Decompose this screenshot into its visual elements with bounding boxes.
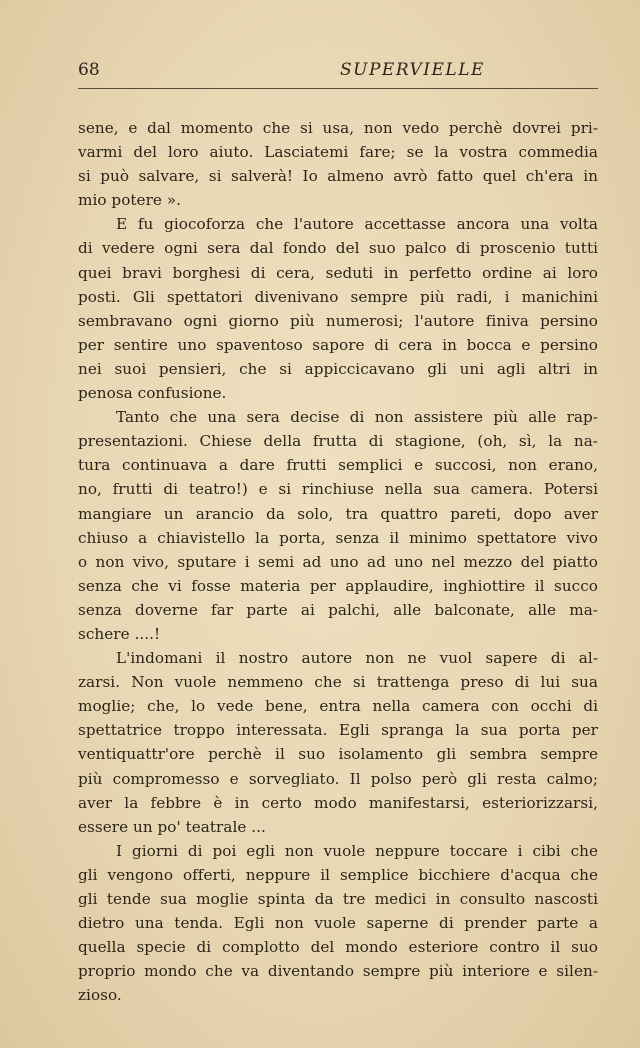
- paragraph-start-line: I giorni di poi egli non vuole neppure toccare i cibi che: [116, 841, 598, 860]
- text-line: ventiquattr'ore perchè il suo isolamento gli sembra sempre: [78, 745, 598, 764]
- paragraph-start-line: E fu giocoforza che l'autore accettasse ancora una volta: [116, 215, 598, 234]
- text-line: proprio mondo che va diventando sempre più interiore e silen-: [78, 962, 598, 981]
- text-line: posti. Gli spettatori divenivano sempre più radi, i manichini: [78, 287, 598, 306]
- paragraph-start-line: L'indomani il nostro autore non ne vuol sapere di al-: [116, 649, 598, 668]
- text-line: di vedere ogni sera dal fondo del suo palco di proscenio tutti: [78, 239, 598, 258]
- text-line: gli vengono offerti, neppure il semplice bicchiere d'acqua che: [78, 865, 598, 884]
- text-line: presentazioni. Chiese della frutta di stagione, (oh, sì, la na-: [78, 432, 598, 451]
- text-line: per sentire uno spaventoso sapore di cera in bocca e persino: [78, 335, 598, 354]
- text-line: aver la febbre è in certo modo manifestarsi, esteriorizzarsi,: [78, 793, 598, 812]
- text-line: chiuso a chiavistello la porta, senza il minimo spettatore vivo: [78, 528, 598, 547]
- header-rule: [78, 88, 598, 89]
- text-line: nei suoi pensieri, che si appiccicavano gli uni agli altri in: [78, 359, 598, 378]
- text-line: quei bravi borghesi di cera, seduti in perfetto ordine ai loro: [78, 263, 598, 282]
- text-line: senza che vi fosse materia per applaudire, inghiottire il succo: [78, 576, 598, 595]
- text-line: no, frutti di teatro!) e si rinchiuse nella sua camera. Potersi: [78, 480, 598, 499]
- text-line: gli tende sua moglie spinta da tre medici in consulto nascosti: [78, 890, 598, 908]
- text-line: mangiare un arancio da solo, tra quattro pareti, dopo aver: [78, 504, 598, 523]
- text-line: mio potere ».: [78, 191, 182, 210]
- text-line: o non vivo, sputare i semi ad uno ad uno nel mezzo del piatto: [78, 552, 598, 571]
- text-line: dietro una tenda. Egli non vuole saperne di prender parte a: [78, 914, 598, 933]
- text-line: moglie; che, lo vede bene, entra nella camera con occhi di: [78, 697, 598, 716]
- text-line: sembravano ogni giorno più numerosi; l'autore finiva persino: [78, 311, 598, 330]
- text-line: zarsi. Non vuole nemmeno che si trattenga preso di lui sua: [78, 673, 598, 692]
- text-line: varmi del loro aiuto. Lasciatemi fare; se la vostra commedia: [78, 143, 598, 162]
- text-line: quella specie di complotto del mondo esteriore contro il suo: [78, 938, 598, 957]
- text-line: schere ....!: [78, 624, 161, 643]
- page-number: 68: [78, 60, 100, 80]
- text-line: più compromesso e sorvegliato. Il polso però gli resta calmo;: [78, 769, 598, 788]
- running-head: SUPERVIELLE: [340, 60, 485, 80]
- page-header: [78, 56, 598, 86]
- text-line: penosa confusione.: [78, 384, 227, 403]
- text-line: sene, e dal momento che si usa, non vedo perchè dovrei pri-: [78, 119, 598, 137]
- text-line: si può salvare, si salverà! Io almeno avrò fatto quel ch'era in: [78, 167, 598, 186]
- text-line: spettatrice troppo interessata. Egli spranga la sua porta per: [78, 721, 598, 740]
- text-line: tura continuava a dare frutti semplici e succosi, non erano,: [78, 456, 598, 475]
- body-text: [78, 116, 598, 1007]
- text-line: senza doverne far parte ai palchi, alle balconate, alle ma-: [78, 600, 598, 619]
- text-line: essere un po' teatrale ...: [78, 817, 266, 836]
- paragraph-start-line: Tanto che una sera decise di non assistere più alle rap-: [116, 408, 598, 427]
- text-line: zioso.: [78, 986, 122, 1005]
